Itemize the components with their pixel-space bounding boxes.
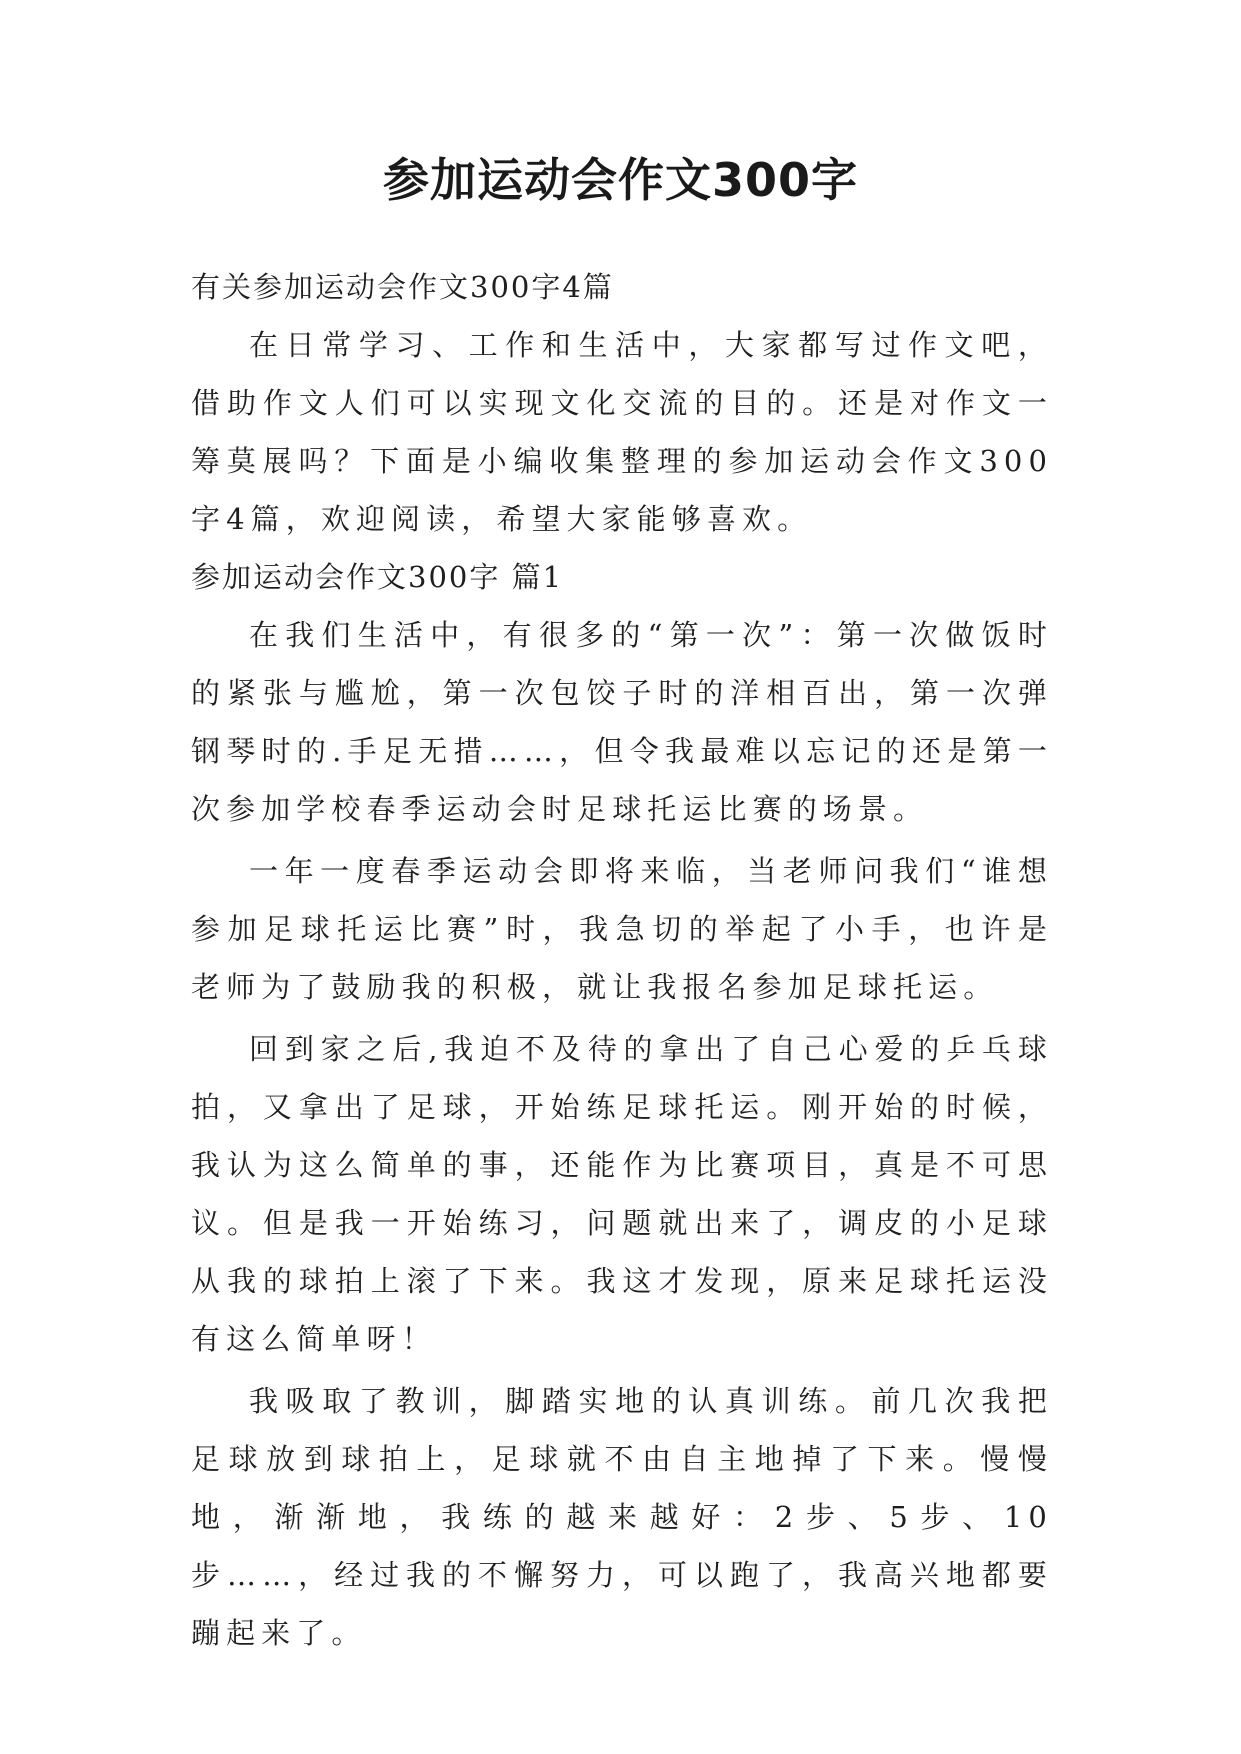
body-paragraph: 一年一度春季运动会即将来临，当老师问我们“谁想参加足球托运比赛”时，我急切的举起了小手，也许是老师为了鼓励我的积极，就让我报名参加足球托运。 [191, 854, 1053, 1004]
document-title: 参加运动会作文300字 [382, 153, 859, 207]
body-paragraph: 我吸取了教训，脚踏实地的认真训练。前几次我把足球放到球拍上，足球就不由自主地掉了下来。慢慢地，渐渐地，我练的越来越好：2步、5步、10步……，经过我的不懈努力，可以跑了，我高兴地都要蹦起来了。 [191, 1384, 1053, 1650]
document-subtitle: 有关参加运动会作文300字4篇 [191, 270, 614, 304]
body-paragraph: 回到家之后,我迫不及待的拿出了自己心爱的乒乓球拍，又拿出了足球，开始练足球托运。刚开始的时候，我认为这么简单的事，还能作为比赛项目，真是不可思议。但是我一开始练习，问题就出来了，调皮的小足球从我的球拍上滚了下来。我这才发现，原来足球托运没有这么简单呀！ [191, 1032, 1053, 1356]
body-paragraph: 在我们生活中，有很多的“第一次”：第一次做饭时的紧张与尴尬，第一次包饺子时的洋相百出，第一次弹钢琴时的.手足无措……，但令我最难以忘记的还是第一次参加学校春季运动会时足球托运比赛的场景。 [191, 618, 1053, 826]
intro-paragraph: 在日常学习、工作和生活中，大家都写过作文吧，借助作文人们可以实现文化交流的目的。还是对作文一筹莫展吗？下面是小编收集整理的参加运动会作文300字4篇，欢迎阅读，希望大家能够喜欢。 [191, 328, 1053, 536]
document-body [191, 258, 1053, 1662]
section-heading: 参加运动会作文300字 篇1 [191, 560, 564, 594]
